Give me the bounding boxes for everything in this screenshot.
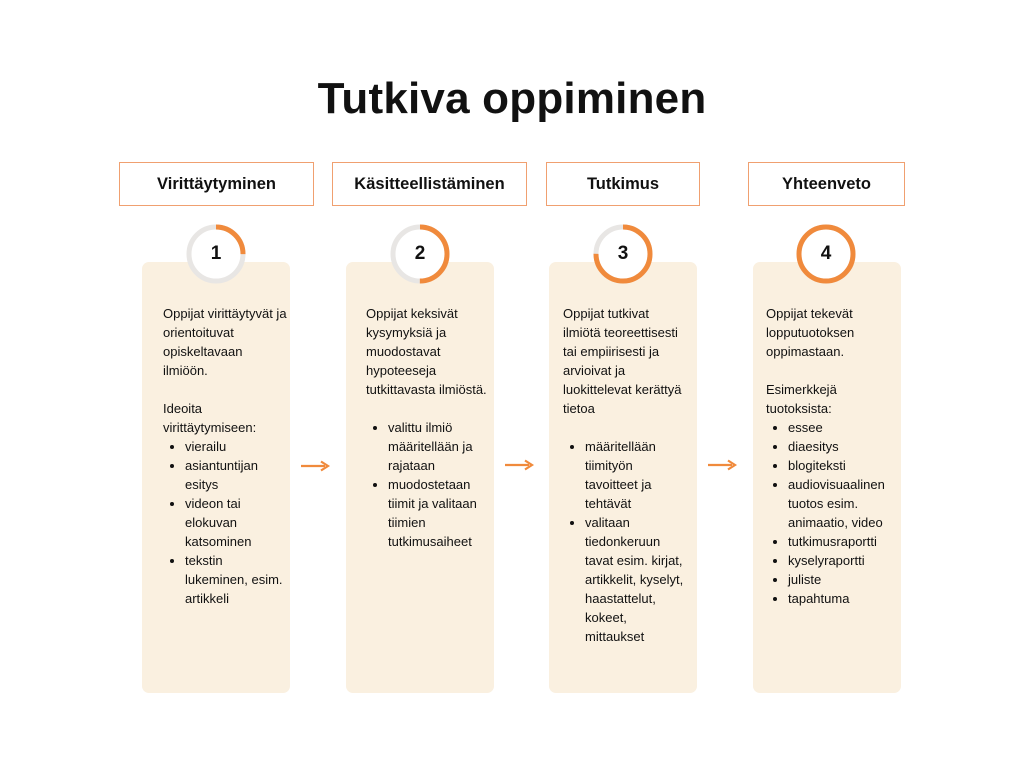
phase-1-text bbox=[163, 304, 289, 608]
phase-2-progress-ring bbox=[388, 222, 452, 286]
phase-2-text bbox=[366, 304, 492, 551]
list-item: • valitaan tiedonkeruun tavat esim. kirjat, artikkelit, kyselyt, haastattelut, kokeet, mittaukset bbox=[585, 513, 689, 646]
phase-4-intro: Oppijat tekevät lopputuotoksen oppimastaan. bbox=[766, 306, 855, 359]
phase-1-heading: Virittäytyminen bbox=[119, 162, 314, 206]
list-item: • tekstin lukeminen, esim. artikkeli bbox=[185, 551, 289, 608]
phase-3-heading: Tutkimus bbox=[546, 162, 700, 206]
list-item: • tapahtuma bbox=[788, 589, 892, 608]
phase-1-progress-ring bbox=[184, 222, 248, 286]
phase-1-number: 1 bbox=[210, 243, 222, 264]
phase-1-list bbox=[163, 437, 289, 608]
phase-3-number: 3 bbox=[617, 243, 629, 264]
phase-4-subheading: Esimerkkejä tuotoksista: bbox=[766, 382, 837, 416]
phase-2-intro: Oppijat keksivät kysymyksiä ja muodostavat hypoteeseja tutkittavasta ilmiöstä. bbox=[366, 306, 487, 397]
list-item: • valittu ilmiö määritellään ja rajataan bbox=[388, 418, 492, 475]
list-item: • asiantuntijan esitys bbox=[185, 456, 289, 494]
arrow-right-icon bbox=[301, 460, 331, 472]
phase-4-text bbox=[766, 304, 892, 608]
phase-2-number: 2 bbox=[414, 243, 426, 264]
list-item: • tutkimusraportti bbox=[788, 532, 892, 551]
arrow-right-icon bbox=[708, 459, 738, 471]
phase-1-subheading: Ideoita virittäytymiseen: bbox=[163, 401, 257, 435]
list-item: • diaesitys bbox=[788, 437, 892, 456]
list-item: • kyselyraportti bbox=[788, 551, 892, 570]
phase-4-progress-ring bbox=[794, 222, 858, 286]
phase-2-heading: Käsitteellistäminen bbox=[332, 162, 527, 206]
phase-3-intro: Oppijat tutkivat ilmiötä teoreettisesti tai empiirisesti ja arvioivat ja luokittelevat kerättyä tietoa bbox=[563, 306, 682, 416]
page-title: Tutkiva oppiminen bbox=[317, 74, 707, 123]
phase-4-heading: Yhteenveto bbox=[748, 162, 905, 206]
phase-4-list bbox=[766, 418, 892, 608]
list-item: • videon tai elokuvan katsominen bbox=[185, 494, 289, 551]
list-item: • audiovisuaalinen tuotos esim. animaatio, video bbox=[788, 475, 892, 532]
list-item: • blogiteksti bbox=[788, 456, 892, 475]
list-item: • määritellään tiimityön tavoitteet ja tehtävät bbox=[585, 437, 689, 513]
phase-2-list bbox=[366, 418, 492, 551]
phase-3-text bbox=[563, 304, 689, 646]
list-item: • juliste bbox=[788, 570, 892, 589]
list-item: • muodostetaan tiimit ja valitaan tiimien tutkimusaiheet bbox=[388, 475, 492, 551]
list-item: • vierailu bbox=[185, 437, 289, 456]
phase-3-progress-ring bbox=[591, 222, 655, 286]
list-item: • essee bbox=[788, 418, 892, 437]
arrow-right-icon bbox=[505, 459, 535, 471]
phase-1-intro: Oppijat virittäytyvät ja orientoituvat opiskeltavaan ilmiöön. bbox=[163, 306, 287, 378]
phase-4-number: 4 bbox=[820, 243, 832, 264]
phase-3-list bbox=[563, 437, 689, 646]
